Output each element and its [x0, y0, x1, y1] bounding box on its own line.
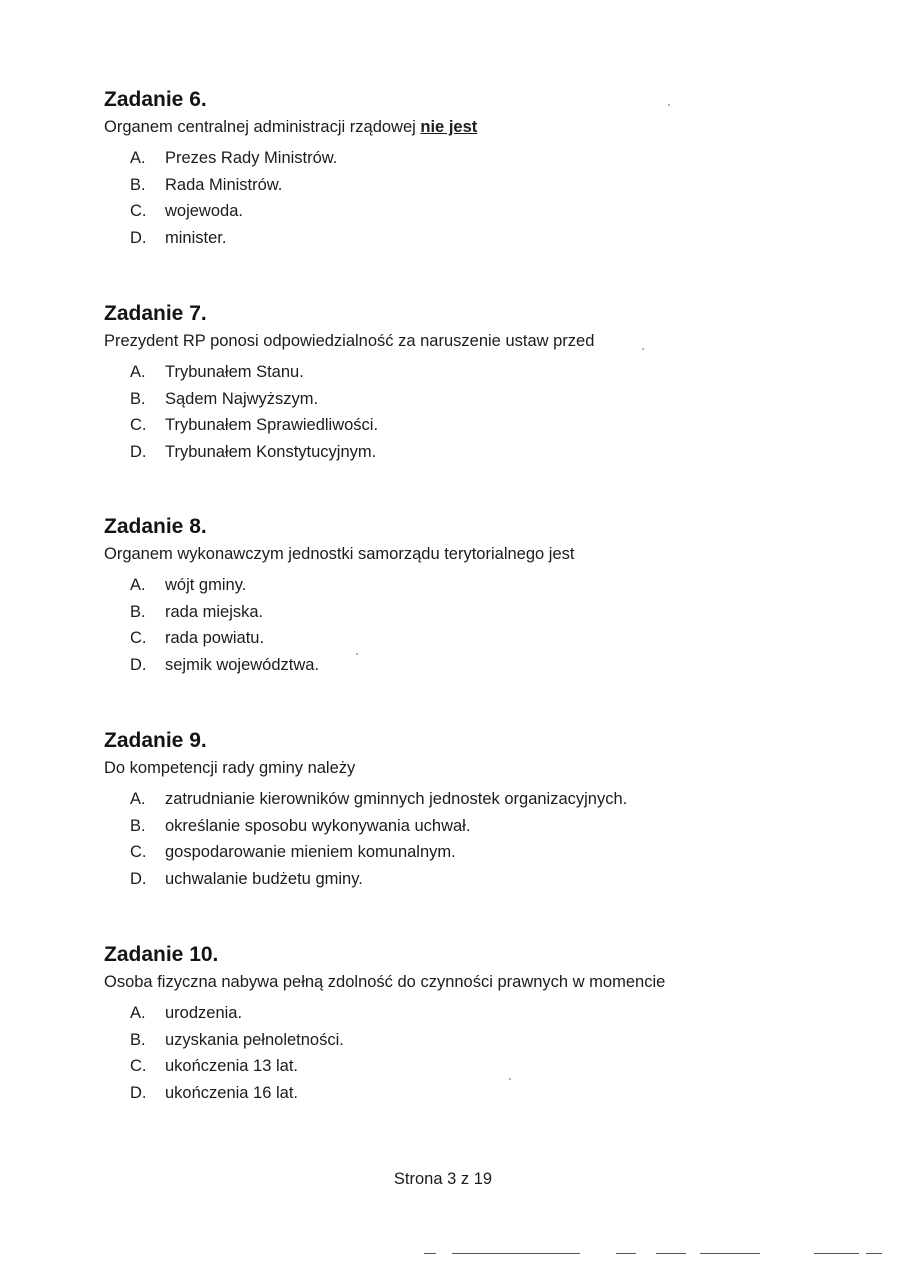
answer-text: zatrudnianie kierowników gminnych jednostek organizacyjnych.: [165, 790, 628, 808]
answer-text: sejmik województwa.: [165, 656, 320, 675]
answer-letter: C.: [130, 202, 147, 221]
answer-text: ukończenia 16 lat.: [165, 1084, 299, 1103]
answer-option-a: [104, 148, 804, 175]
answer-option-b: [104, 602, 804, 629]
answer-letter: A.: [130, 790, 146, 808]
question-text: Prezydent RP ponosi odpowiedzialność za naruszenie ustaw przed: [104, 332, 595, 350]
answer-option-d: [104, 869, 804, 896]
answer-letter: B.: [130, 602, 146, 621]
answer-letter: A.: [130, 1004, 146, 1022]
question-text: Organem wykonawczym jednostki samorządu terytorialnego jest: [104, 545, 575, 563]
answer-option-c: [104, 1056, 804, 1083]
answer-text: Trybunałem Sprawiedliwości.: [165, 416, 379, 435]
task-question: [104, 972, 804, 992]
scan-artifact-line: [452, 1253, 580, 1254]
answer-option-d: [104, 655, 804, 682]
answer-text: Trybunałem Konstytucyjnym.: [165, 443, 377, 462]
answer-option-a: [104, 1003, 804, 1030]
scan-artifact-line: [700, 1253, 760, 1254]
answer-option-b: [104, 816, 804, 843]
answer-option-a: [104, 362, 804, 389]
question-emphasis: nie jest: [420, 118, 478, 136]
answer-letter: B.: [130, 175, 146, 194]
task-question: [104, 331, 804, 351]
scan-speck: [642, 348, 644, 350]
answer-text: Rada Ministrów.: [165, 175, 283, 194]
answer-text: uzyskania pełnoletności.: [165, 1030, 344, 1049]
task-8: [104, 515, 804, 682]
task-7: [104, 302, 804, 469]
answer-letter: D.: [130, 1084, 147, 1103]
answer-option-b: [104, 389, 804, 416]
answer-option-c: [104, 415, 804, 442]
answer-text: rada miejska.: [165, 602, 264, 621]
answer-letter: C.: [130, 843, 147, 862]
answer-text: określanie sposobu wykonywania uchwał.: [165, 816, 471, 835]
scan-artifact-line: [616, 1253, 636, 1254]
question-text: Organem centralnej administracji rządowej: [104, 118, 421, 136]
scan-artifact-line: [656, 1253, 686, 1254]
task-6: [104, 88, 804, 255]
answer-letter: D.: [130, 443, 147, 462]
task-title: Zadanie 6.: [104, 88, 207, 111]
task-title: Zadanie 10.: [104, 943, 219, 966]
scan-artifact-line: [814, 1253, 859, 1254]
answer-option-d: [104, 1083, 804, 1110]
answer-option-b: [104, 175, 804, 202]
answer-text: Trybunałem Stanu.: [165, 363, 304, 381]
answer-text: rada powiatu.: [165, 629, 265, 648]
answer-list: [104, 1003, 804, 1110]
answer-text: Prezes Rady Ministrów.: [165, 149, 338, 167]
answer-option-d: [104, 442, 804, 469]
answer-letter: D.: [130, 870, 147, 889]
question-text: Osoba fizyczna nabywa pełną zdolność do czynności prawnych w momencie: [104, 973, 666, 991]
scan-artifact-line: [866, 1253, 882, 1254]
answer-letter: A.: [130, 576, 146, 594]
answer-text: Sądem Najwyższym.: [165, 389, 319, 408]
answer-text: urodzenia.: [165, 1004, 243, 1022]
answer-text: gospodarowanie mieniem komunalnym.: [165, 843, 456, 862]
answer-option-c: [104, 842, 804, 869]
answer-list: [104, 575, 804, 682]
answer-letter: D.: [130, 656, 147, 675]
task-title: Zadanie 9.: [104, 729, 207, 752]
answer-text: minister.: [165, 229, 227, 248]
answer-list: [104, 362, 804, 469]
scan-speck: [509, 1078, 511, 1080]
answer-letter: C.: [130, 629, 147, 648]
answer-text: ukończenia 13 lat.: [165, 1057, 299, 1076]
answer-letter: C.: [130, 416, 147, 435]
question-text: Do kompetencji rady gminy należy: [104, 759, 356, 777]
answer-option-b: [104, 1030, 804, 1057]
answer-text: wojewoda.: [165, 202, 243, 221]
task-9: [104, 729, 804, 896]
answer-letter: C.: [130, 1057, 147, 1076]
task-10: [104, 943, 804, 1110]
scan-speck: [356, 653, 358, 655]
answer-letter: B.: [130, 389, 146, 408]
answer-letter: B.: [130, 1030, 146, 1049]
answer-option-a: [104, 575, 804, 602]
task-question: [104, 758, 804, 778]
task-title: Zadanie 7.: [104, 302, 207, 325]
answer-letter: A.: [130, 363, 146, 381]
answer-list: [104, 148, 804, 255]
scan-artifact-line: [424, 1253, 436, 1254]
answer-letter: A.: [130, 149, 146, 167]
answer-text: wójt gminy.: [165, 576, 247, 594]
scan-speck: [668, 104, 670, 106]
answer-option-d: [104, 228, 804, 255]
answer-list: [104, 789, 804, 896]
task-question: [104, 117, 804, 137]
answer-letter: B.: [130, 816, 146, 835]
answer-letter: D.: [130, 229, 147, 248]
task-question: [104, 544, 804, 564]
task-title: Zadanie 8.: [104, 515, 207, 538]
answer-option-c: [104, 201, 804, 228]
answer-option-a: [104, 789, 804, 816]
page-number: Strona 3 z 19: [393, 1170, 493, 1188]
answer-option-c: [104, 628, 804, 655]
answer-text: uchwalanie budżetu gminy.: [165, 870, 363, 889]
